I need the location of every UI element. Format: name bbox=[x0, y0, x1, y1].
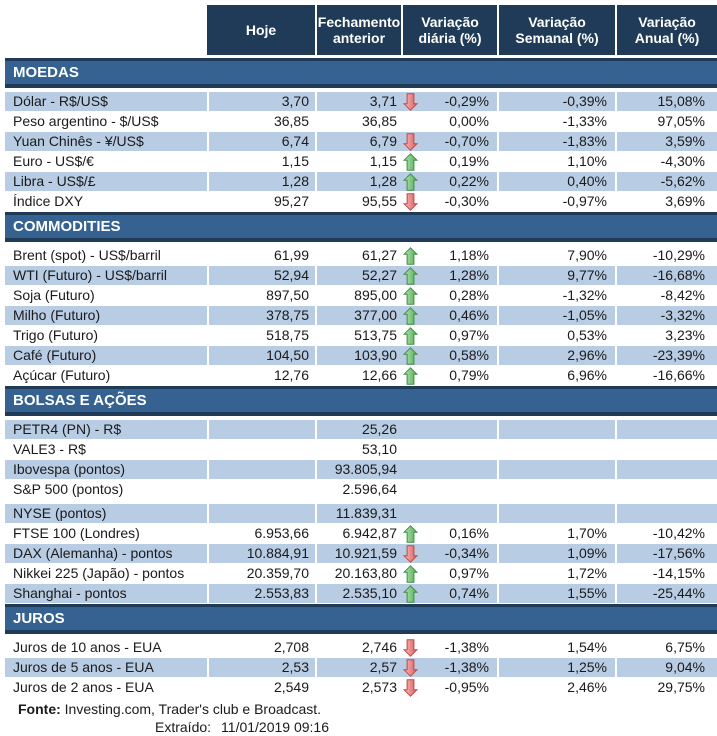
value-variacao-semanal: 2,96% bbox=[497, 346, 615, 365]
table-row bbox=[5, 326, 717, 346]
header-corner-empty bbox=[5, 5, 207, 55]
row-label: Juros de 10 anos - EUA bbox=[13, 639, 162, 655]
table-row bbox=[5, 172, 717, 192]
arrow-none bbox=[403, 504, 419, 523]
source-label: Fonte: bbox=[18, 701, 61, 717]
cell-variacao-diaria bbox=[401, 266, 497, 285]
value-variacao-semanal: 1,72% bbox=[497, 564, 615, 583]
value-hoje bbox=[207, 480, 315, 499]
table-row bbox=[5, 638, 717, 658]
extracted-timestamp: 11/01/2019 09:16 bbox=[221, 719, 329, 735]
row-label: PETR4 (PN) - R$ bbox=[5, 420, 207, 439]
row-label: Milho (Futuro) bbox=[5, 306, 207, 325]
row-label: WTI (Futuro) - US$/barril bbox=[5, 266, 207, 285]
value-variacao-diaria: 0,97% bbox=[449, 327, 489, 343]
value-variacao-semanal bbox=[497, 440, 615, 459]
arrow-up-icon bbox=[403, 266, 419, 285]
value-hoje: 61,99 bbox=[207, 246, 315, 265]
table-row bbox=[5, 440, 717, 460]
value-variacao-semanal: -1,83% bbox=[497, 132, 615, 151]
arrow-up-icon bbox=[403, 306, 419, 325]
value-variacao-anual: 3,69% bbox=[615, 192, 717, 211]
table-row bbox=[5, 306, 717, 326]
value-variacao-diaria: 0,74% bbox=[449, 585, 489, 601]
table-row bbox=[5, 266, 717, 286]
cell-variacao-diaria bbox=[401, 286, 497, 305]
row-label: NYSE (pontos) bbox=[5, 504, 207, 523]
value-variacao-anual: 9,04% bbox=[615, 658, 717, 677]
value-variacao-diaria: -0,95% bbox=[444, 679, 489, 695]
value-variacao-anual: -25,44% bbox=[615, 584, 717, 603]
arrow-down-icon bbox=[403, 658, 419, 677]
value-fechamento-anterior: 1,15 bbox=[315, 152, 401, 171]
value-variacao-semanal: 1,09% bbox=[497, 544, 615, 563]
arrow-none bbox=[403, 440, 419, 459]
cell-variacao-diaria bbox=[401, 638, 497, 657]
row-label: DAX (Alemanha) - pontos bbox=[5, 544, 207, 563]
value-hoje bbox=[207, 504, 315, 523]
value-variacao-diaria: 0,22% bbox=[449, 173, 489, 189]
row-label: Ibovespa (pontos) bbox=[5, 460, 207, 479]
value-hoje: 1,15 bbox=[207, 152, 315, 171]
section-header: COMMODITIES bbox=[5, 212, 717, 242]
cell-variacao-diaria bbox=[401, 326, 497, 345]
value-variacao-diaria: 0,28% bbox=[449, 287, 489, 303]
cell-variacao-diaria bbox=[401, 192, 497, 211]
value-fechamento-anterior: 6.942,87 bbox=[315, 524, 401, 543]
value-fechamento-anterior: 12,66 bbox=[315, 366, 401, 385]
table-row bbox=[5, 152, 717, 172]
value-hoje: 378,75 bbox=[207, 306, 315, 325]
value-variacao-anual: 3,59% bbox=[615, 132, 717, 151]
arrow-up-icon bbox=[403, 172, 419, 191]
value-fechamento-anterior: 11.839,31 bbox=[315, 504, 401, 523]
table-row bbox=[5, 92, 717, 112]
cell-variacao-diaria bbox=[401, 460, 497, 479]
value-variacao-anual: -8,42% bbox=[615, 286, 717, 305]
row-label: Yuan Chinês - ¥/US$ bbox=[5, 132, 207, 151]
column-header-hoje: Hoje bbox=[207, 5, 315, 55]
row-label: Soja (Futuro) bbox=[13, 287, 95, 303]
row-label: Shanghai - pontos bbox=[5, 584, 207, 603]
value-hoje: 36,85 bbox=[207, 112, 315, 131]
cell-variacao-diaria bbox=[401, 658, 497, 677]
value-variacao-anual: -5,62% bbox=[615, 172, 717, 191]
value-variacao-anual: -23,39% bbox=[615, 346, 717, 365]
value-variacao-anual bbox=[615, 440, 717, 459]
value-hoje: 104,50 bbox=[207, 346, 315, 365]
cell-variacao-diaria bbox=[401, 366, 497, 385]
value-variacao-diaria: 0,16% bbox=[449, 525, 489, 541]
arrow-down-icon bbox=[403, 678, 419, 697]
cell-variacao-diaria bbox=[401, 172, 497, 191]
arrow-up-icon bbox=[403, 286, 419, 305]
table-row bbox=[5, 346, 717, 366]
table-row bbox=[5, 678, 717, 698]
value-variacao-anual: 29,75% bbox=[615, 678, 717, 697]
value-fechamento-anterior: 52,27 bbox=[315, 266, 401, 285]
value-fechamento-anterior: 377,00 bbox=[315, 306, 401, 325]
value-variacao-diaria: -0,70% bbox=[444, 133, 489, 149]
table-row bbox=[5, 246, 717, 266]
value-variacao-semanal: 0,40% bbox=[497, 172, 615, 191]
arrow-down-icon bbox=[403, 92, 419, 111]
cell-variacao-diaria bbox=[401, 564, 497, 583]
value-fechamento-anterior: 36,85 bbox=[315, 112, 401, 131]
cell-variacao-diaria bbox=[401, 584, 497, 603]
value-fechamento-anterior: 95,55 bbox=[315, 192, 401, 211]
value-variacao-semanal: -1,33% bbox=[497, 112, 615, 131]
cell-variacao-diaria bbox=[401, 420, 497, 439]
table-row bbox=[5, 564, 717, 584]
cell-variacao-diaria bbox=[401, 112, 497, 131]
table-row bbox=[5, 504, 717, 524]
table-row bbox=[5, 584, 717, 604]
value-hoje: 95,27 bbox=[207, 192, 315, 211]
arrow-down-icon bbox=[403, 192, 419, 211]
source-line bbox=[5, 700, 717, 718]
value-variacao-anual: -14,15% bbox=[615, 564, 717, 583]
value-fechamento-anterior: 3,71 bbox=[315, 92, 401, 111]
value-variacao-diaria: 0,19% bbox=[449, 153, 489, 169]
cell-variacao-diaria bbox=[401, 504, 497, 523]
section-header: BOLSAS E AÇÕES bbox=[5, 386, 717, 416]
value-hoje bbox=[207, 440, 315, 459]
value-variacao-diaria: 0,00% bbox=[449, 113, 489, 129]
value-variacao-semanal bbox=[497, 480, 615, 499]
value-variacao-semanal bbox=[497, 504, 615, 523]
value-variacao-semanal: 1,55% bbox=[497, 584, 615, 603]
value-variacao-semanal: 9,77% bbox=[497, 266, 615, 285]
table-row bbox=[5, 366, 717, 386]
value-fechamento-anterior: 6,79 bbox=[315, 132, 401, 151]
cell-variacao-diaria bbox=[401, 92, 497, 111]
value-variacao-anual: -10,29% bbox=[615, 246, 717, 265]
value-variacao-anual: 15,08% bbox=[615, 92, 717, 111]
arrow-up-icon bbox=[403, 524, 419, 543]
value-fechamento-anterior: 25,26 bbox=[315, 420, 401, 439]
row-label: Índice DXY bbox=[13, 193, 84, 209]
row-label: VALE3 - R$ bbox=[13, 441, 86, 457]
cell-variacao-diaria bbox=[401, 480, 497, 499]
table-header bbox=[5, 5, 717, 55]
cell-variacao-diaria bbox=[401, 152, 497, 171]
value-variacao-anual bbox=[615, 480, 717, 499]
row-label: FTSE 100 (Londres) bbox=[13, 525, 140, 541]
row-label: Café (Futuro) bbox=[5, 346, 207, 365]
value-variacao-semanal: -0,97% bbox=[497, 192, 615, 211]
table-row bbox=[5, 544, 717, 564]
table-row bbox=[5, 112, 717, 132]
value-variacao-anual: -16,66% bbox=[615, 366, 717, 385]
table-row bbox=[5, 286, 717, 306]
arrow-down-icon bbox=[403, 544, 419, 563]
row-label: Euro - US$/€ bbox=[13, 153, 94, 169]
value-hoje: 6.953,66 bbox=[207, 524, 315, 543]
arrow-up-icon bbox=[403, 584, 419, 603]
value-variacao-semanal: -1,05% bbox=[497, 306, 615, 325]
market-quotes-table bbox=[5, 5, 717, 736]
value-fechamento-anterior: 10.921,59 bbox=[315, 544, 401, 563]
table-row bbox=[5, 480, 717, 500]
column-header-variacao-semanal: Variação Semanal (%) bbox=[497, 5, 615, 55]
arrow-none bbox=[403, 112, 419, 131]
value-hoje: 2.553,83 bbox=[207, 584, 315, 603]
row-label: Nikkei 225 (Japão) - pontos bbox=[13, 565, 185, 581]
arrow-up-icon bbox=[403, 366, 419, 385]
value-hoje: 3,70 bbox=[207, 92, 315, 111]
value-hoje: 20.359,70 bbox=[207, 564, 315, 583]
value-fechamento-anterior: 513,75 bbox=[315, 326, 401, 345]
value-fechamento-anterior: 2,57 bbox=[315, 658, 401, 677]
section-header: JUROS bbox=[5, 604, 717, 634]
value-hoje: 897,50 bbox=[207, 286, 315, 305]
value-variacao-anual: 97,05% bbox=[615, 112, 717, 131]
value-variacao-diaria: 1,28% bbox=[449, 267, 489, 283]
value-variacao-diaria: 0,79% bbox=[449, 367, 489, 383]
row-label: Açúcar (Futuro) bbox=[13, 367, 111, 383]
value-variacao-anual bbox=[615, 420, 717, 439]
value-variacao-anual: 6,75% bbox=[615, 638, 717, 657]
value-hoje: 6,74 bbox=[207, 132, 315, 151]
value-fechamento-anterior: 2,746 bbox=[315, 638, 401, 657]
value-hoje bbox=[207, 460, 315, 479]
arrow-up-icon bbox=[403, 326, 419, 345]
value-variacao-anual: -3,32% bbox=[615, 306, 717, 325]
value-hoje: 518,75 bbox=[207, 326, 315, 345]
extracted-label: Extraído: bbox=[155, 719, 212, 735]
value-variacao-semanal: 6,96% bbox=[497, 366, 615, 385]
value-variacao-diaria: -0,34% bbox=[444, 545, 489, 561]
cell-variacao-diaria bbox=[401, 132, 497, 151]
cell-variacao-diaria bbox=[401, 524, 497, 543]
value-variacao-semanal: 1,54% bbox=[497, 638, 615, 657]
value-variacao-anual: -17,56% bbox=[615, 544, 717, 563]
value-variacao-semanal bbox=[497, 460, 615, 479]
arrow-none bbox=[403, 460, 419, 479]
value-hoje: 2,549 bbox=[207, 678, 315, 697]
row-label: Libra - US$/£ bbox=[5, 172, 207, 191]
value-variacao-semanal: 1,70% bbox=[497, 524, 615, 543]
value-variacao-semanal: -1,32% bbox=[497, 286, 615, 305]
cell-variacao-diaria bbox=[401, 246, 497, 265]
value-variacao-diaria: -0,29% bbox=[444, 93, 489, 109]
value-variacao-semanal bbox=[497, 420, 615, 439]
value-variacao-diaria: 0,46% bbox=[449, 307, 489, 323]
arrow-none bbox=[403, 480, 419, 499]
column-header-fechamento-anterior: Fechamento anterior bbox=[315, 5, 401, 55]
cell-variacao-diaria bbox=[401, 678, 497, 697]
value-fechamento-anterior: 53,10 bbox=[315, 440, 401, 459]
value-variacao-anual bbox=[615, 504, 717, 523]
table-row bbox=[5, 192, 717, 212]
value-hoje: 12,76 bbox=[207, 366, 315, 385]
value-hoje: 10.884,91 bbox=[207, 544, 315, 563]
value-hoje bbox=[207, 420, 315, 439]
footer bbox=[5, 700, 717, 736]
extracted-line bbox=[5, 718, 717, 736]
arrow-down-icon bbox=[403, 132, 419, 151]
value-variacao-anual: -10,42% bbox=[615, 524, 717, 543]
value-fechamento-anterior: 93.805,94 bbox=[315, 460, 401, 479]
column-header-variacao-anual: Variação Anual (%) bbox=[615, 5, 717, 55]
value-hoje: 1,28 bbox=[207, 172, 315, 191]
value-fechamento-anterior: 2,573 bbox=[315, 678, 401, 697]
table-row bbox=[5, 524, 717, 544]
row-label: Trigo (Futuro) bbox=[13, 327, 99, 343]
section-header: MOEDAS bbox=[5, 58, 717, 88]
row-label: Dólar - R$/US$ bbox=[5, 92, 207, 111]
value-fechamento-anterior: 895,00 bbox=[315, 286, 401, 305]
value-fechamento-anterior: 20.163,80 bbox=[315, 564, 401, 583]
arrow-up-icon bbox=[403, 564, 419, 583]
value-variacao-anual: -4,30% bbox=[615, 152, 717, 171]
value-variacao-anual: 3,23% bbox=[615, 326, 717, 345]
value-variacao-semanal: -0,39% bbox=[497, 92, 615, 111]
row-label: Juros de 2 anos - EUA bbox=[13, 679, 154, 695]
cell-variacao-diaria bbox=[401, 544, 497, 563]
value-variacao-diaria: 1,18% bbox=[449, 247, 489, 263]
value-variacao-diaria: 0,58% bbox=[449, 347, 489, 363]
value-variacao-diaria: -1,38% bbox=[444, 639, 489, 655]
arrow-down-icon bbox=[403, 638, 419, 657]
value-fechamento-anterior: 61,27 bbox=[315, 246, 401, 265]
value-variacao-semanal: 7,90% bbox=[497, 246, 615, 265]
table-row bbox=[5, 460, 717, 480]
column-header-variacao-diaria: Variação diária (%) bbox=[401, 5, 497, 55]
cell-variacao-diaria bbox=[401, 306, 497, 325]
table-body bbox=[5, 58, 717, 698]
table-row bbox=[5, 420, 717, 440]
value-variacao-diaria: -1,38% bbox=[444, 659, 489, 675]
arrow-none bbox=[403, 420, 419, 439]
cell-variacao-diaria bbox=[401, 440, 497, 459]
table-row bbox=[5, 658, 717, 678]
value-hoje: 52,94 bbox=[207, 266, 315, 285]
value-fechamento-anterior: 2.535,10 bbox=[315, 584, 401, 603]
value-hoje: 2,708 bbox=[207, 638, 315, 657]
arrow-up-icon bbox=[403, 152, 419, 171]
arrow-up-icon bbox=[403, 346, 419, 365]
value-hoje: 2,53 bbox=[207, 658, 315, 677]
table-row bbox=[5, 132, 717, 152]
row-label: S&P 500 (pontos) bbox=[13, 481, 124, 497]
row-label: Brent (spot) - US$/barril bbox=[13, 247, 161, 263]
cell-variacao-diaria bbox=[401, 346, 497, 365]
value-variacao-diaria: 0,97% bbox=[449, 565, 489, 581]
value-variacao-semanal: 1,10% bbox=[497, 152, 615, 171]
value-fechamento-anterior: 2.596,64 bbox=[315, 480, 401, 499]
source-text: Investing.com, Trader's club e Broadcast. bbox=[60, 701, 322, 717]
value-fechamento-anterior: 103,90 bbox=[315, 346, 401, 365]
value-variacao-anual bbox=[615, 460, 717, 479]
value-variacao-semanal: 1,25% bbox=[497, 658, 615, 677]
arrow-up-icon bbox=[403, 246, 419, 265]
value-variacao-anual: -16,68% bbox=[615, 266, 717, 285]
row-label: Peso argentino - $/US$ bbox=[13, 113, 159, 129]
value-variacao-semanal: 0,53% bbox=[497, 326, 615, 345]
value-fechamento-anterior: 1,28 bbox=[315, 172, 401, 191]
value-variacao-diaria: -0,30% bbox=[444, 193, 489, 209]
row-label: Juros de 5 anos - EUA bbox=[5, 658, 207, 677]
value-variacao-semanal: 2,46% bbox=[497, 678, 615, 697]
